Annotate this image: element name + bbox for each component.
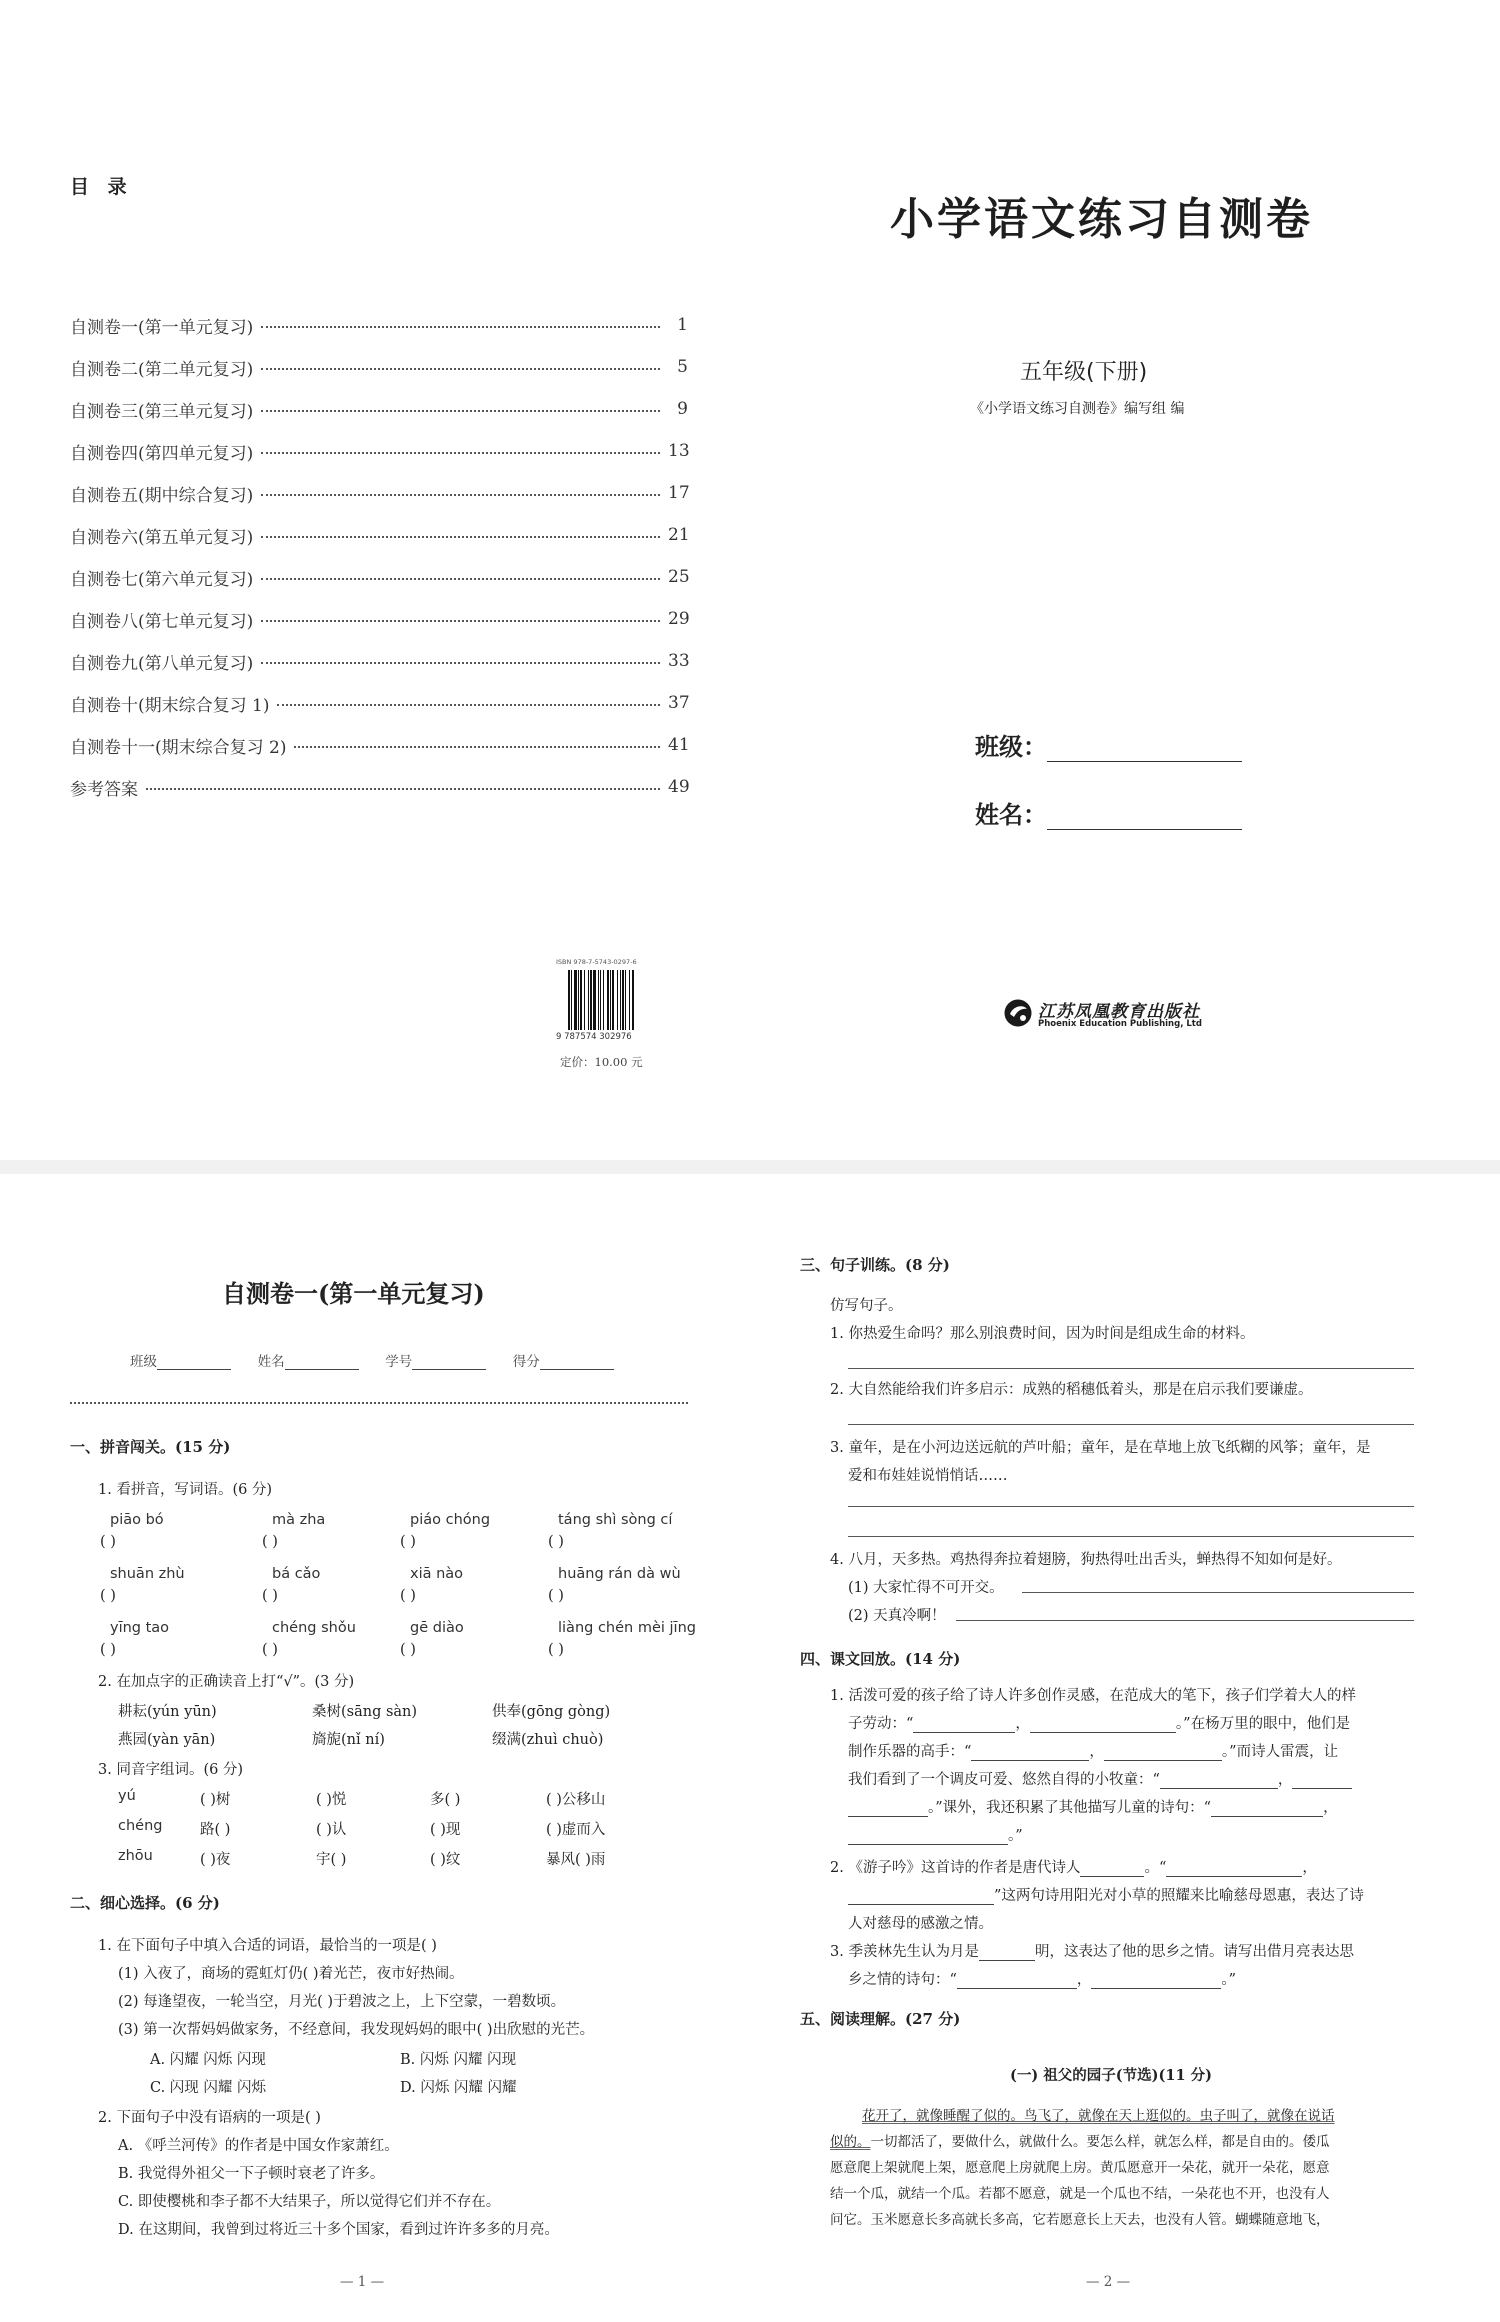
- choice-1-question: 1. 在下面句子中填入合适的词语，最恰当的一项是( ): [98, 1938, 437, 1954]
- poem-blank[interactable]: [848, 1802, 928, 1817]
- poem-blank[interactable]: [1091, 1974, 1221, 1989]
- name-info-label: 姓名: [257, 1354, 285, 1370]
- s3-q3-line-1: 3. 童年，是在小河边送远航的芦叶船；童年，是在草地上放飞纸糊的风筝；童年，是: [830, 1440, 1371, 1456]
- pinyin-answer-box[interactable]: ( ): [100, 1588, 116, 1604]
- q2-title: 2. 在加点字的正确读音上打“√”。(3 分): [98, 1674, 355, 1690]
- pinyin-prompt: yīng tao: [110, 1620, 170, 1636]
- toc-leader-dots: [261, 410, 660, 412]
- passage-line-2-rest: 一切都活了，要做什么，就做什么。要怎么样，就怎么样，都是自由的。倭瓜: [870, 2134, 1330, 2150]
- publisher-name-cn: 江苏凤凰教育出版社: [1038, 1002, 1200, 1022]
- passage-line-2-highlight: 似的。: [830, 2134, 871, 2150]
- pinyin-answer-box[interactable]: ( ): [400, 1588, 416, 1604]
- poem-blank[interactable]: [1292, 1774, 1352, 1789]
- toc-leader-dots: [294, 746, 660, 748]
- choice-1-item-2: (2) 每逢望夜，一轮当空，月光( )于碧波之上，上下空蒙，一碧数顷。: [118, 1994, 566, 2010]
- s4-l11c: 。”: [1221, 1972, 1237, 1988]
- s3-q3-answer-line-2[interactable]: [848, 1536, 1414, 1537]
- q1-title: 1. 看拼音，写词语。(6 分): [98, 1482, 273, 1498]
- choice-1-item-1: (1) 入夜了，商场的霓虹灯仍( )着光芒，夜市好热闹。: [118, 1966, 464, 1982]
- pinyin-answer-box[interactable]: ( ): [262, 1588, 278, 1604]
- toc-leader-dots: [261, 452, 660, 454]
- reading-1-title: (一) 祖父的园子(节选)(11 分): [1010, 2067, 1212, 2084]
- toc-entry[interactable]: [70, 562, 688, 592]
- pinyin-prompt: chéng shǒu: [272, 1620, 356, 1636]
- toc-entry[interactable]: [70, 730, 688, 760]
- toc-entry-title: 自测卷一(第一单元复习): [70, 317, 254, 338]
- s4-l3b: ，: [1089, 1744, 1104, 1760]
- toc-entry[interactable]: [70, 520, 688, 550]
- s4-line-5: [848, 1796, 1338, 1817]
- choice-2-option-d[interactable]: D. 在这期间，我曾到过将近三十多个国家，看到过许许多多的月亮。: [118, 2222, 559, 2238]
- toc-entry-page: 29: [668, 609, 690, 629]
- price: 定价：10.00 元: [560, 1055, 643, 1069]
- page-number-2: — 2 —: [1086, 2274, 1131, 2290]
- choice-1-option-c[interactable]: C. 闪现 闪耀 闪烁: [150, 2080, 267, 2096]
- choice-2-question: 2. 下面句子中没有语病的一项是( ): [98, 2110, 321, 2126]
- s4-line-10: [830, 1940, 1354, 1961]
- s4-l7b: 。“: [1144, 1860, 1167, 1876]
- toc-entry-title: 参考答案: [70, 779, 138, 800]
- passage-line-2: [830, 2130, 1330, 2150]
- passage-line-5: 问它。玉米愿意长多高就长多高，它若愿意长上天去，也没有人管。蝴蝶随意地飞，: [830, 2212, 1330, 2228]
- barcode: [566, 970, 662, 1030]
- s4-line-1: 1. 活泼可爱的孩子给了诗人许多创作灵感，在范成大的笔下，孩子们学着大人的样: [830, 1688, 1356, 1704]
- toc-entry-page: 21: [668, 525, 690, 545]
- poem-blank[interactable]: [913, 1718, 1015, 1733]
- homophone-word-blank[interactable]: 宇( ): [316, 1852, 347, 1868]
- homophone-word-blank[interactable]: 多( ): [430, 1792, 461, 1808]
- s4-l7a: 2. 《游子吟》这首诗的作者是唐代诗人: [830, 1860, 1081, 1876]
- name-label: 姓名：: [975, 801, 1047, 829]
- toc-entry[interactable]: [70, 688, 688, 718]
- poem-blank[interactable]: [1104, 1746, 1222, 1761]
- toc-entry[interactable]: [70, 310, 688, 340]
- toc-leader-dots: [261, 368, 660, 370]
- pronunciation-choice[interactable]: 供奉(gōng gòng): [492, 1704, 611, 1720]
- poet-blank[interactable]: [1080, 1862, 1144, 1877]
- s4-line-9: 人对慈母的感激之情。: [848, 1916, 993, 1932]
- pinyin-answer-box[interactable]: ( ): [548, 1642, 564, 1658]
- pinyin-prompt: piáo chóng: [410, 1512, 491, 1528]
- toc-entry-page: 1: [677, 315, 688, 335]
- pinyin-prompt: shuān zhù: [110, 1566, 185, 1582]
- pinyin-prompt: bá cǎo: [272, 1566, 321, 1582]
- passage-line-3: 愿意爬上架就爬上架，愿意爬上房就爬上房。黄瓜愿意开一朵花，就开一朵花，愿意: [830, 2160, 1330, 2176]
- pinyin-prompt: gē diào: [410, 1620, 464, 1636]
- name-field: [975, 795, 1242, 830]
- choice-1-item-3: (3) 第一次帮妈妈做家务，不经意间，我发现妈妈的眼中( )出欣慰的光芒。: [118, 2022, 595, 2038]
- toc-leader-dots: [261, 494, 660, 496]
- poem-blank[interactable]: [848, 1830, 1008, 1845]
- moon-blank[interactable]: [979, 1946, 1035, 1961]
- section-3-title: 三、句子训练。(8 分): [800, 1256, 950, 1274]
- s4-line-7: [830, 1856, 1317, 1877]
- s3-q3-line-2: 爱和布娃娃说悄悄话……: [848, 1468, 1008, 1484]
- s4-l5c: ，: [1323, 1800, 1338, 1816]
- toc-leader-dots: [277, 704, 660, 706]
- pinyin-prompt: liàng chén mèi jīng: [558, 1620, 696, 1636]
- toc-entry-page: 49: [668, 777, 690, 797]
- pinyin-prompt: táng shì sòng cí: [558, 1512, 673, 1528]
- s3-q4: 4. 八月，天多热。鸡热得奔拉着翅膀，狗热得吐出舌头，蝉热得不知如何是好。: [830, 1552, 1342, 1568]
- poem-blank[interactable]: [1166, 1862, 1302, 1877]
- s4-l8: ”这两句诗用阳光对小草的照耀来比喻慈母恩惠，表达了诗: [994, 1888, 1364, 1904]
- s4-l4a: 我们看到了一个调皮可爱、悠然自得的小牧童：“: [848, 1772, 1160, 1788]
- s4-line-6: [848, 1824, 1023, 1845]
- homophone-word-blank[interactable]: ( )认: [316, 1822, 347, 1838]
- toc-entry-page: 9: [677, 399, 688, 419]
- toc-entry-title: 自测卷四(第四单元复习): [70, 443, 254, 464]
- isbn-text: ISBN 978-7-5743-0297-6: [556, 958, 637, 966]
- homophone-word-blank[interactable]: ( )夜: [200, 1852, 231, 1868]
- toc-entry-title: 自测卷二(第二单元复习): [70, 359, 254, 380]
- grade: 五年级(下册): [1020, 360, 1148, 385]
- name-input-line[interactable]: [1047, 807, 1242, 830]
- homophone-word-blank[interactable]: ( )树: [200, 1792, 231, 1808]
- toc-entry-title: 自测卷九(第八单元复习): [70, 653, 254, 674]
- publisher-logo: [1003, 998, 1033, 1028]
- pronunciation-choice[interactable]: 耕耘(yún yūn): [118, 1704, 217, 1720]
- pinyin-answer-box[interactable]: ( ): [262, 1534, 278, 1550]
- pinyin-answer-box[interactable]: ( ): [400, 1534, 416, 1550]
- class-field: [975, 727, 1242, 762]
- toc-leader-dots: [146, 788, 660, 790]
- s4-l11a: 乡之情的诗句：“: [848, 1972, 957, 1988]
- class-input-line[interactable]: [1047, 739, 1242, 762]
- s4-l3c: 。”而诗人雷震，让: [1221, 1744, 1339, 1760]
- exam-title: 自测卷一(第一单元复习): [222, 1279, 485, 1308]
- s3-q4-2-answer-line[interactable]: [956, 1620, 1414, 1621]
- pinyin-answer-box[interactable]: ( ): [100, 1534, 116, 1550]
- toc-entry[interactable]: [70, 394, 688, 424]
- homophone-word-blank[interactable]: 暴风( )雨: [546, 1852, 606, 1868]
- choice-1-option-d[interactable]: D. 闪烁 闪耀 闪耀: [400, 2080, 517, 2096]
- book-title: 小学语文练习自测卷: [890, 194, 1313, 245]
- pronunciation-choice[interactable]: 燕园(yàn yān): [118, 1732, 216, 1748]
- s4-l3a: 制作乐器的高手：“: [848, 1744, 972, 1760]
- header-divider: [70, 1402, 688, 1404]
- s3-q4-2: (2) 天真冷啊！: [848, 1608, 946, 1624]
- toc-leader-dots: [261, 536, 660, 538]
- pinyin-answer-box[interactable]: ( ): [100, 1642, 116, 1658]
- passage-line-4: 结一个瓜，就结一个瓜。若都不愿意，就是一个瓜也不结，一朵花也不开，也没有人: [830, 2186, 1330, 2202]
- class-info-label: 班级: [130, 1354, 157, 1370]
- toc-entry-page: 13: [668, 441, 690, 461]
- s4-line-11: [848, 1968, 1236, 1989]
- pinyin-answer-box[interactable]: ( ): [262, 1642, 278, 1658]
- s3-q2: 2. 大自然能给我们许多启示：成熟的稻穗低着头，那是在启示我们要谦虚。: [830, 1382, 1313, 1398]
- s4-l10a: 3. 季羡林先生认为月是: [830, 1944, 979, 1960]
- s3-q2-answer-line[interactable]: [848, 1424, 1414, 1425]
- homophone-word-blank[interactable]: ( )现: [430, 1822, 461, 1838]
- id-blank[interactable]: [412, 1355, 486, 1370]
- passage-line-1: 花开了，就像睡醒了似的。鸟飞了，就像在天上逛似的。虫子叫了，就像在说话: [862, 2108, 1335, 2124]
- pinyin-answer-box[interactable]: ( ): [548, 1534, 564, 1550]
- score-blank[interactable]: [540, 1355, 614, 1370]
- s4-l2c: 。”在杨万里的眼中，他们是: [1175, 1716, 1351, 1732]
- poem-blank[interactable]: [848, 1890, 994, 1905]
- poem-blank[interactable]: [1160, 1774, 1278, 1789]
- s4-l4b: ，: [1277, 1772, 1293, 1788]
- barcode-number: 9 787574 302976: [556, 1032, 632, 1042]
- toc-entry-page: 41: [668, 735, 690, 755]
- student-info-row: [130, 1350, 614, 1370]
- toc-entry-title: 自测卷六(第五单元复习): [70, 527, 254, 548]
- toc-entry-page: 25: [668, 567, 690, 587]
- s4-line-2: [848, 1712, 1350, 1733]
- id-info-label: 学号: [385, 1354, 413, 1370]
- name-blank[interactable]: [285, 1355, 359, 1370]
- toc-entry-page: 37: [668, 693, 690, 713]
- homophone-word-blank[interactable]: ( )虚而入: [546, 1822, 606, 1838]
- choice-2-option-a[interactable]: A. 《呼兰河传》的作者是中国女作家萧红。: [118, 2138, 399, 2154]
- pinyin-prompt: mà zha: [272, 1512, 326, 1528]
- pinyin-answer-box[interactable]: ( ): [400, 1642, 416, 1658]
- section-3-intro: 仿写句子。: [830, 1298, 903, 1314]
- section-1-title: 一、拼音闯关。(15 分): [70, 1438, 231, 1456]
- poem-blank[interactable]: [1030, 1718, 1176, 1733]
- toc-leader-dots: [261, 620, 660, 622]
- toc-entry[interactable]: [70, 478, 688, 508]
- section-2-title: 二、细心选择。(6 分): [70, 1894, 220, 1912]
- toc-entry-title: 自测卷十(期末综合复习 1): [70, 695, 270, 716]
- homophone-word-blank[interactable]: ( )悦: [316, 1792, 347, 1808]
- s3-q4-1-answer-line[interactable]: [1022, 1592, 1414, 1593]
- choice-2-option-b[interactable]: B. 我觉得外祖父一下子顿时衰老了许多。: [118, 2166, 385, 2182]
- pronunciation-choice[interactable]: 旖旎(nǐ ní): [312, 1732, 385, 1748]
- phoenix-logo-icon: [1003, 998, 1033, 1028]
- homophone-word-blank[interactable]: 路( ): [200, 1822, 231, 1838]
- exam-spread: [0, 1174, 1500, 2322]
- toc-entry[interactable]: [70, 604, 688, 634]
- s4-l5b: 。”课外，我还积累了其他描写儿童的诗句：“: [928, 1800, 1212, 1816]
- pronunciation-choice[interactable]: 缀满(zhuì chuò): [492, 1732, 604, 1748]
- pronunciation-choice[interactable]: 桑树(sāng sàn): [312, 1704, 418, 1720]
- pinyin-prompt: xiā nào: [410, 1566, 464, 1582]
- page-number-1: — 1 —: [340, 2274, 385, 2290]
- s3-q3-answer-line-1[interactable]: [848, 1506, 1414, 1507]
- q3-title: 3. 同音字组词。(6 分): [98, 1762, 244, 1778]
- s4-line-3: [848, 1740, 1338, 1761]
- toc-entry[interactable]: [70, 646, 688, 676]
- toc-heading: 目 录: [70, 176, 133, 198]
- pinyin-prompt: huāng rán dà wù: [558, 1566, 681, 1582]
- choice-1-option-b[interactable]: B. 闪烁 闪耀 闪现: [400, 2052, 517, 2068]
- toc-entry-page: 33: [668, 651, 690, 671]
- s4-line-8: [848, 1884, 1364, 1905]
- score-info-label: 得分: [512, 1354, 540, 1370]
- homophone-word-blank[interactable]: ( )纹: [430, 1852, 461, 1868]
- s4-l6: 。”: [1008, 1828, 1023, 1844]
- toc-entry-title: 自测卷十一(期末综合复习 2): [70, 737, 287, 758]
- toc-leader-dots: [261, 578, 660, 580]
- poem-blank[interactable]: [1211, 1802, 1323, 1817]
- poem-blank[interactable]: [957, 1974, 1077, 1989]
- toc-entry-page: 5: [677, 357, 688, 377]
- s4-l10b: 明，这表达了他的思乡之情。请写出借月亮表达思: [1034, 1944, 1354, 1960]
- poem-blank[interactable]: [971, 1746, 1089, 1761]
- publisher-name-en: Phoenix Education Publishing, Ltd: [1038, 1019, 1202, 1029]
- toc-entry-title: 自测卷五(期中综合复习): [70, 485, 254, 506]
- s3-q4-1: (1) 大家忙得不可开交。: [848, 1580, 1004, 1596]
- s4-l2b: ，: [1015, 1716, 1030, 1732]
- s3-q1-answer-line[interactable]: [848, 1368, 1414, 1369]
- homophone-word-blank[interactable]: ( )公移山: [546, 1792, 606, 1808]
- homophone-pinyin: chéng: [118, 1818, 163, 1834]
- s4-l11b: ，: [1076, 1972, 1092, 1988]
- toc-entry-title: 自测卷八(第七单元复习): [70, 611, 254, 632]
- toc-leader-dots: [261, 662, 660, 664]
- page-gap: [0, 1160, 1500, 1174]
- section-5-title: 五、阅读理解。(27 分): [800, 2010, 961, 2028]
- toc-leader-dots: [261, 326, 660, 328]
- toc-entry[interactable]: [70, 436, 688, 466]
- choice-2-option-c[interactable]: C. 即使樱桃和李子都不大结果子，所以觉得它们并不存在。: [118, 2194, 501, 2210]
- cover-spread: [0, 0, 1500, 1160]
- section-4-title: 四、课文回放。(14 分): [800, 1650, 961, 1668]
- s4-l2a: 子劳动：“: [848, 1716, 914, 1732]
- pinyin-answer-box[interactable]: ( ): [548, 1588, 564, 1604]
- class-blank[interactable]: [157, 1355, 231, 1370]
- class-label: 班级：: [975, 733, 1047, 761]
- editor: 《小学语文练习自测卷》编写组 编: [970, 401, 1185, 417]
- pinyin-prompt: piāo bó: [110, 1512, 164, 1528]
- choice-1-option-a[interactable]: A. 闪耀 闪烁 闪现: [150, 2052, 266, 2068]
- homophone-pinyin: zhōu: [118, 1848, 153, 1864]
- s3-q1: 1. 你热爱生命吗？那么别浪费时间，因为时间是组成生命的材料。: [830, 1326, 1255, 1342]
- s4-line-4: [848, 1768, 1352, 1789]
- s4-l7c: ，: [1302, 1860, 1317, 1876]
- toc-entry-title: 自测卷七(第六单元复习): [70, 569, 254, 590]
- toc-entry-page: 17: [668, 483, 690, 503]
- toc-entry[interactable]: [70, 772, 688, 802]
- toc-entry-title: 自测卷三(第三单元复习): [70, 401, 254, 422]
- homophone-pinyin: yú: [118, 1788, 136, 1804]
- toc-entry[interactable]: [70, 352, 688, 382]
